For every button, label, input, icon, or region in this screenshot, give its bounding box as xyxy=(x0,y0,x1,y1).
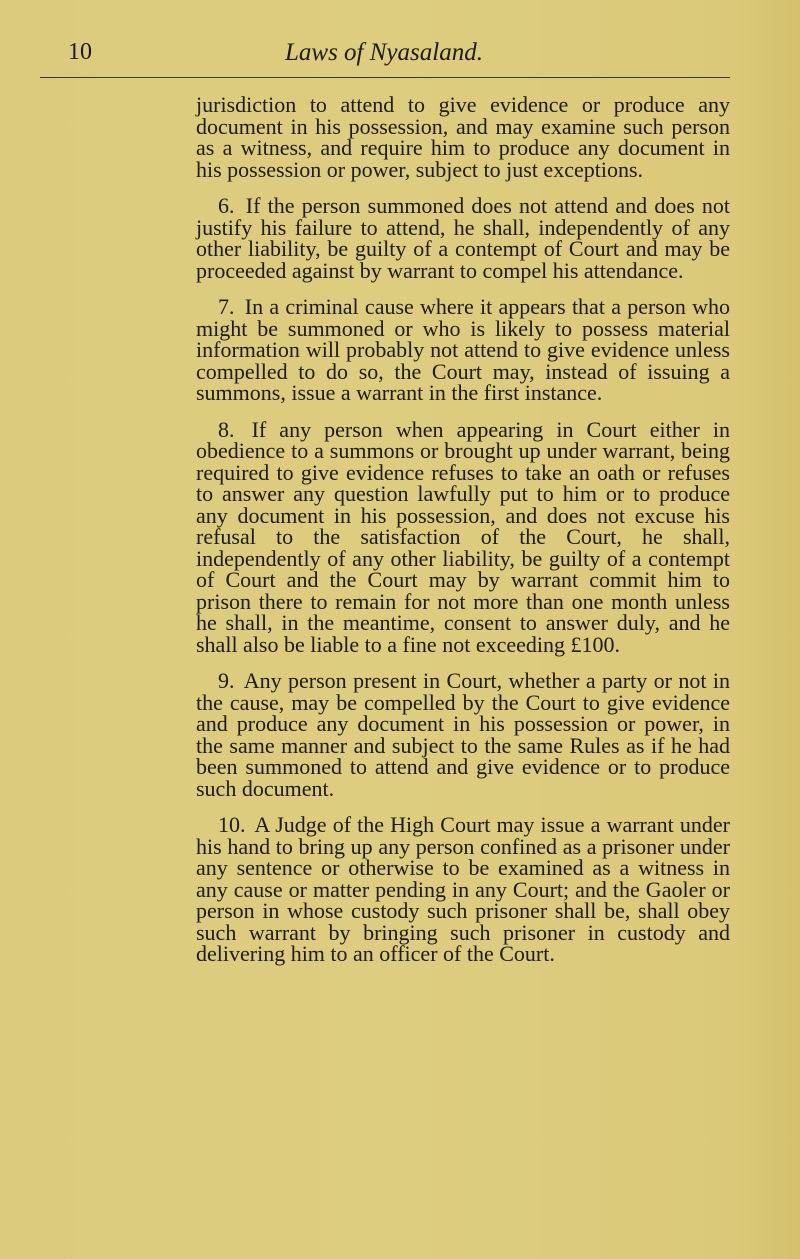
page-body xyxy=(196,94,730,980)
section-9 xyxy=(196,670,730,799)
section-text: In a criminal cause where it appears that a person who might be summoned or who is likely to possess material information will probably not attend to give evidence unless compelled to do so, the Court may, instead of issuing a summons, issue a warrant in the first instance. xyxy=(196,294,731,405)
section-text: If any person when appearing in Court either in obedience to a summons or brought up under warrant, being required to give evidence refuses to take an oath or refuses to answer any question lawfully put to him or to produce any document in his possession, and does not excuse his refusal to the satisfaction of the Court, he shall, independently of any other liability, be guilty of a contempt of Court and the Court may by warrant commit him to prison there to remain for not more than one month unless he shall, in the meantime, consent to answer duly, and he shall also be liable to a fine not exceeding £100. xyxy=(196,416,731,657)
section-text: If the person summoned does not attend and does not justify his failure to attend, he shall, independently of any other liability, be guilty of a contempt of Court and may be proceeded against by warrant to compel his attendance. xyxy=(196,193,731,283)
header-rule xyxy=(40,77,730,78)
section-6 xyxy=(196,195,730,281)
paragraph-text: jurisdiction to attend to give evidence or produce any document in his possession, and may examine such person as a witness, and require him to produce any document in his possession or power, subject to just exceptions. xyxy=(196,92,730,182)
section-number: 6. xyxy=(218,193,235,218)
running-title: Laws of Nyasaland. xyxy=(285,39,483,66)
section-number: 8. xyxy=(218,416,235,442)
section-number: 7. xyxy=(218,294,235,319)
section-text: Any person present in Court, whether a party or not in the cause, may be compelled by the Court to give evidence and produce any document in his possession or power, in the same manner and subject to the same Rules as if he had been summoned to attend and give evidence or to produce such document. xyxy=(196,668,730,801)
section-10 xyxy=(196,814,730,965)
page-number: 10 xyxy=(68,39,92,65)
section-number: 10. xyxy=(218,812,246,837)
section-text: A Judge of the High Court may issue a warrant under his hand to bring up any person confined as a prisoner under any sentence or otherwise to be examined as a witness in any cause or matter pending in any Court; and the Gaoler or person in whose custody such prisoner shall be, shall obey such warrant by bringing such prisoner in custody and delivering him to an officer of the Court. xyxy=(196,812,730,966)
section-7 xyxy=(196,296,730,404)
section-number: 9. xyxy=(218,668,235,693)
paragraph-continuation xyxy=(196,94,730,180)
section-8 xyxy=(196,416,731,657)
